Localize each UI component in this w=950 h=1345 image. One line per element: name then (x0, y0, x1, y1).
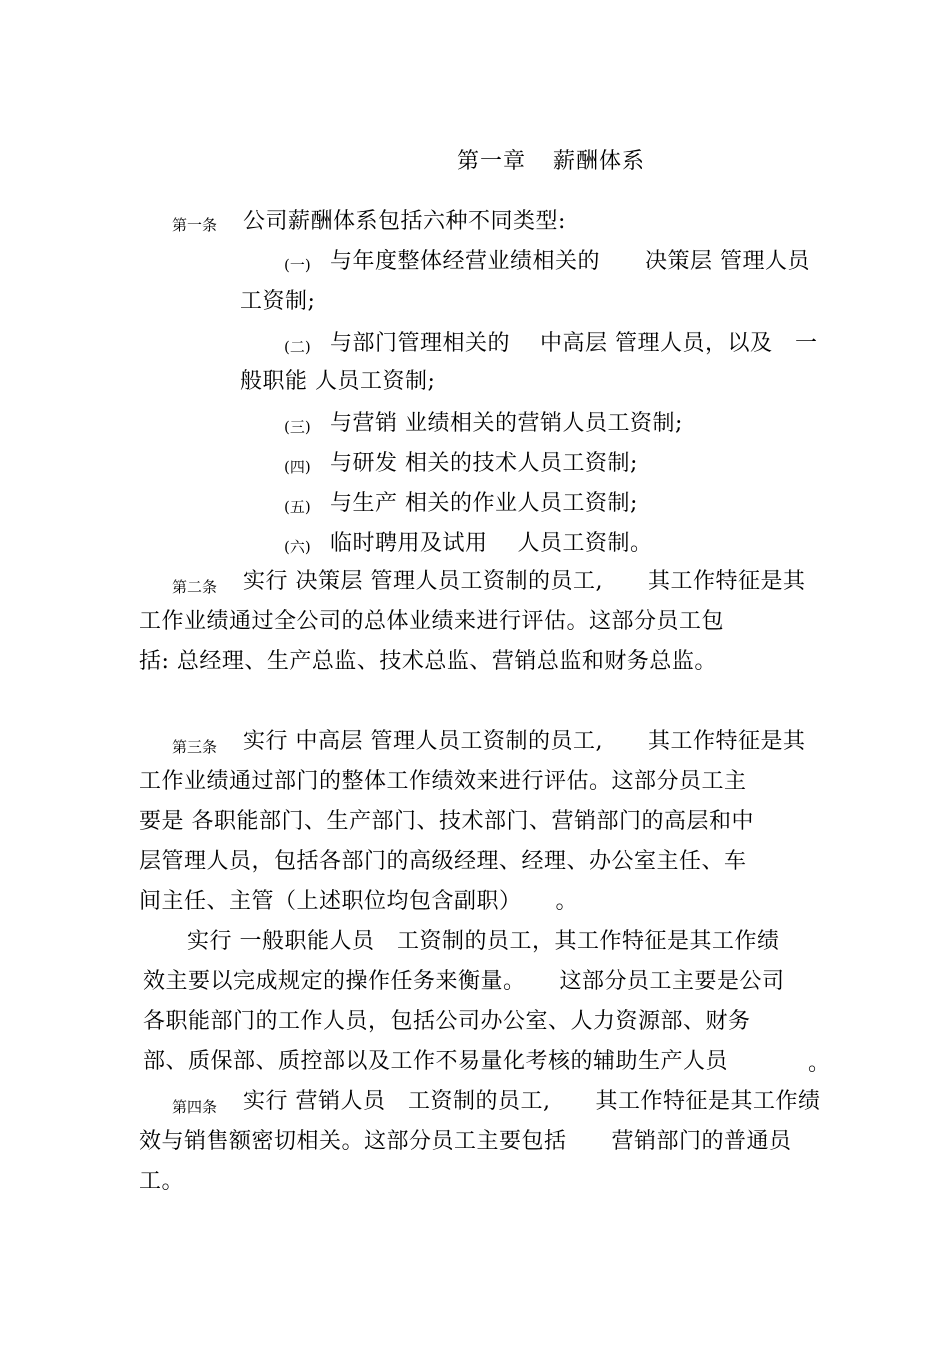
item-2-text-cont: 般职能 人员工资制; (240, 369, 436, 394)
article-3-line-3: 要是 各职能部门、生产部门、技术部门、营销部门的高层和中 (139, 809, 754, 834)
item-1-text-cont: 工资制; (240, 289, 316, 314)
chapter-number: 第一章 (457, 149, 527, 174)
article-2-line-3: 括: 总经理、生产总监、技术总监、营销总监和财务总监。 (139, 649, 717, 674)
article-4-line-3: 工。 (139, 1169, 185, 1194)
item-4-number: (四) (284, 458, 311, 476)
article-4-line-1: 实行 营销人员 工资制的员工, 其工作特征是其工作绩 (243, 1089, 821, 1114)
item-5-number: (五) (284, 498, 311, 516)
item-1-text: 与年度整体经营业绩相关的 决策层 管理人员 (330, 249, 810, 274)
article-2-line-2: 工作业绩通过全公司的总体业绩来进行评估。这部分员工包 (139, 609, 725, 634)
item-2-number: (二) (284, 338, 311, 356)
item-3-text: 与营销 业绩相关的营销人员工资制; (330, 411, 683, 436)
item-4-text: 与研发 相关的技术人员工资制; (330, 451, 638, 476)
article-3-para2-line-3: 各职能部门的工作人员，包括公司办公室、人力资源部、财务 (143, 1009, 751, 1034)
item-2-text: 与部门管理相关的 中高层 管理人员，以及 一 (330, 331, 818, 356)
article-3-line-5: 间主任、主管（上述职位均包含副职） 。 (139, 889, 579, 914)
article-3-para2-end: 。 (808, 1051, 831, 1076)
article-3-label: 第三条 (172, 738, 218, 756)
article-3-para2-line-4: 部、质保部、质控部以及工作不易量化考核的辅助生产人员 (143, 1049, 729, 1074)
article-3-para2-line-2: 效主要以完成规定的操作任务来衡量。 这部分员工主要是公司 (143, 969, 785, 994)
item-3-number: (三) (284, 418, 311, 436)
chapter-title: 薪酬体系 (553, 149, 646, 174)
article-3-para2-line-1: 实行 一般职能人员 工资制的员工，其工作特征是其工作绩 (187, 929, 780, 954)
article-1-label: 第一条 (172, 216, 218, 234)
article-4-label: 第四条 (172, 1098, 218, 1116)
article-3-line-2: 工作业绩通过部门的整体工作绩效来进行评估。这部分员工主 (139, 769, 747, 794)
article-2-label: 第二条 (172, 578, 218, 596)
item-6-text: 临时聘用及试用 人员工资制。 (330, 531, 653, 556)
item-5-text: 与生产 相关的作业人员工资制; (330, 491, 638, 516)
item-1-number: (一) (284, 256, 311, 274)
article-3-line-1: 实行 中高层 管理人员工资制的员工, 其工作特征是其 (243, 729, 806, 754)
article-1-intro: 公司薪酬体系包括六种不同类型: (243, 209, 566, 234)
article-4-line-2: 效与销售额密切相关。这部分员工主要包括 营销部门的普通员 (139, 1129, 792, 1154)
item-6-number: (六) (284, 538, 311, 556)
article-3-line-4: 层管理人员，包括各部门的高级经理、经理、办公室主任、车 (139, 849, 747, 874)
article-2-line-1: 实行 决策层 管理人员工资制的员工, 其工作特征是其 (243, 569, 806, 594)
